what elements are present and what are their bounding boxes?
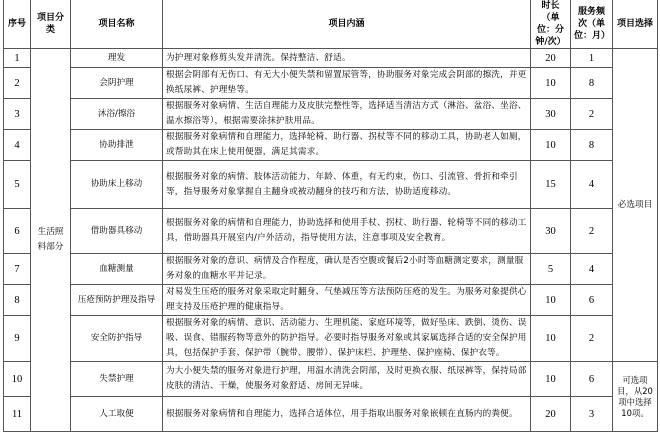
row-no: 8 <box>4 285 31 316</box>
row-frequency: 2 <box>571 99 613 130</box>
row-no: 5 <box>4 161 31 209</box>
row-frequency: 4 <box>571 254 613 285</box>
row-frequency: 8 <box>571 68 613 99</box>
row-duration: 20 <box>531 397 571 432</box>
row-content: 根据会阴部有无伤口、有无大小便失禁和留置尿管等，协助服务对象完成会阴部的擦洗，并更换纸尿裤、护理垫等。 <box>163 68 531 99</box>
row-name: 压疮预防护理及指导 <box>71 285 163 316</box>
table-row <box>4 285 658 316</box>
row-name: 失禁护理 <box>71 362 163 397</box>
selection-optional-cell: 可选项目，从20项中选择10项。 <box>613 362 658 432</box>
row-content: 根据服务对象的病情、肢体活动能力、年龄、体重，有无约束，伤口、引流管、骨折和牵引等，指导服务对象掌握自主翻身或被动翻身的技巧和方法，协助适度移动。 <box>163 161 531 209</box>
row-name: 血糖测量 <box>71 254 163 285</box>
row-duration: 10 <box>531 68 571 99</box>
row-content: 根据服务对象病情和自理能力，选择轮椅、助行器、拐杖等不同的移动工具，协助老人如厕，或帮助其在床上使用便器，满足其需求。 <box>163 130 531 161</box>
row-frequency: 8 <box>571 130 613 161</box>
row-duration: 10 <box>531 316 571 362</box>
row-duration: 15 <box>531 161 571 209</box>
row-frequency: 1 <box>571 49 613 68</box>
row-no: 11 <box>4 397 31 432</box>
table-row <box>4 254 658 285</box>
table-row <box>4 130 658 161</box>
row-frequency: 3 <box>571 397 613 432</box>
table-row <box>4 49 658 68</box>
row-duration: 10 <box>531 362 571 397</box>
row-frequency: 4 <box>571 161 613 209</box>
row-content: 为护理对象修剪头发并清洗。保持整洁、舒适。 <box>163 49 531 68</box>
header-selection: 项目选择 <box>613 0 658 49</box>
row-content: 对易发生压疮的服务对象采取定时翻身、气垫减压等方法预防压疮的发生。为服务对象提供心理支持及压疮护理的健康指导。 <box>163 285 531 316</box>
row-name: 借助器具移动 <box>71 209 163 254</box>
row-no: 4 <box>4 130 31 161</box>
header-category: 项目分类 <box>31 0 71 49</box>
row-no: 9 <box>4 316 31 362</box>
row-name: 安全防护指导 <box>71 316 163 362</box>
header-name: 项目名称 <box>71 0 163 49</box>
row-duration: 10 <box>531 285 571 316</box>
header-row <box>4 0 658 49</box>
row-frequency: 6 <box>571 362 613 397</box>
row-name: 人工取便 <box>71 397 163 432</box>
row-content: 为大小便失禁的服务对象进行护理，用温水清洗会阴部，及时更换衣服、纸尿裤等，保持局部皮肤的清洁、干燥，使服务对象舒适、房间无异味。 <box>163 362 531 397</box>
row-duration: 30 <box>531 99 571 130</box>
row-no: 3 <box>4 99 31 130</box>
table-row <box>4 362 658 397</box>
row-duration: 30 <box>531 209 571 254</box>
row-duration: 10 <box>531 130 571 161</box>
table-row <box>4 161 658 209</box>
category-cell: 生活照料部分 <box>31 49 71 432</box>
header-duration: 时长（单位：分钟/次） <box>531 0 571 49</box>
row-name: 沐浴/擦浴 <box>71 99 163 130</box>
row-frequency: 6 <box>571 285 613 316</box>
row-duration: 5 <box>531 254 571 285</box>
row-content: 根据服务对象病情、生活自理能力及皮肤完整性等，选择适当清洁方式（淋浴、盆浴、坐浴、温水擦浴等），根据需要涂抹护肤用品。 <box>163 99 531 130</box>
header-frequency: 服务频次（单位：月） <box>571 0 613 49</box>
row-name: 会阴护理 <box>71 68 163 99</box>
row-frequency: 2 <box>571 209 613 254</box>
row-no: 2 <box>4 68 31 99</box>
table-row <box>4 68 658 99</box>
table-row <box>4 397 658 432</box>
row-duration: 20 <box>531 49 571 68</box>
service-items-table <box>3 0 658 432</box>
row-no: 7 <box>4 254 31 285</box>
row-no: 10 <box>4 362 31 397</box>
row-name: 协助床上移动 <box>71 161 163 209</box>
row-content: 根据服务对象的病情和自理能力，协助选择和使用手杖、拐杖、助行器、轮椅等不同的移动工具，借助器具开展室内/户外活动，指导使用方法，注意事项及安全教育。 <box>163 209 531 254</box>
table-row <box>4 99 658 130</box>
table-row <box>4 209 658 254</box>
table-row <box>4 316 658 362</box>
header-no: 序号 <box>4 0 31 49</box>
row-name: 理发 <box>71 49 163 68</box>
row-content: 根据服务对象的病情、意识、活动能力、生理机能、家庭环境等，做好坠床、跌倒、烫伤、误吸、误食、错服药物等意外的防护指导。必要时指导服务对象或其家属选择合适的安全保护用具，包括保护手套、保护带（腕带、腰带）、保护床栏、护理垫、保护座椅、保护衣等。 <box>163 316 531 362</box>
selection-required-cell: 必选项目 <box>613 49 658 362</box>
row-frequency: 2 <box>571 316 613 362</box>
row-name: 协助排泄 <box>71 130 163 161</box>
row-content: 根据服务对象病情和自理能力，选择合适体位，用手指取出服务对象嵌顿在直肠内的粪便。 <box>163 397 531 432</box>
header-content: 项目内涵 <box>163 0 531 49</box>
row-content: 根据服务对象的意识、病情及合作程度，确认是否空腹或餐后2小时等血糖测定要求，测量服务对象的血糖水平并记录。 <box>163 254 531 285</box>
row-no: 6 <box>4 209 31 254</box>
row-no: 1 <box>4 49 31 68</box>
